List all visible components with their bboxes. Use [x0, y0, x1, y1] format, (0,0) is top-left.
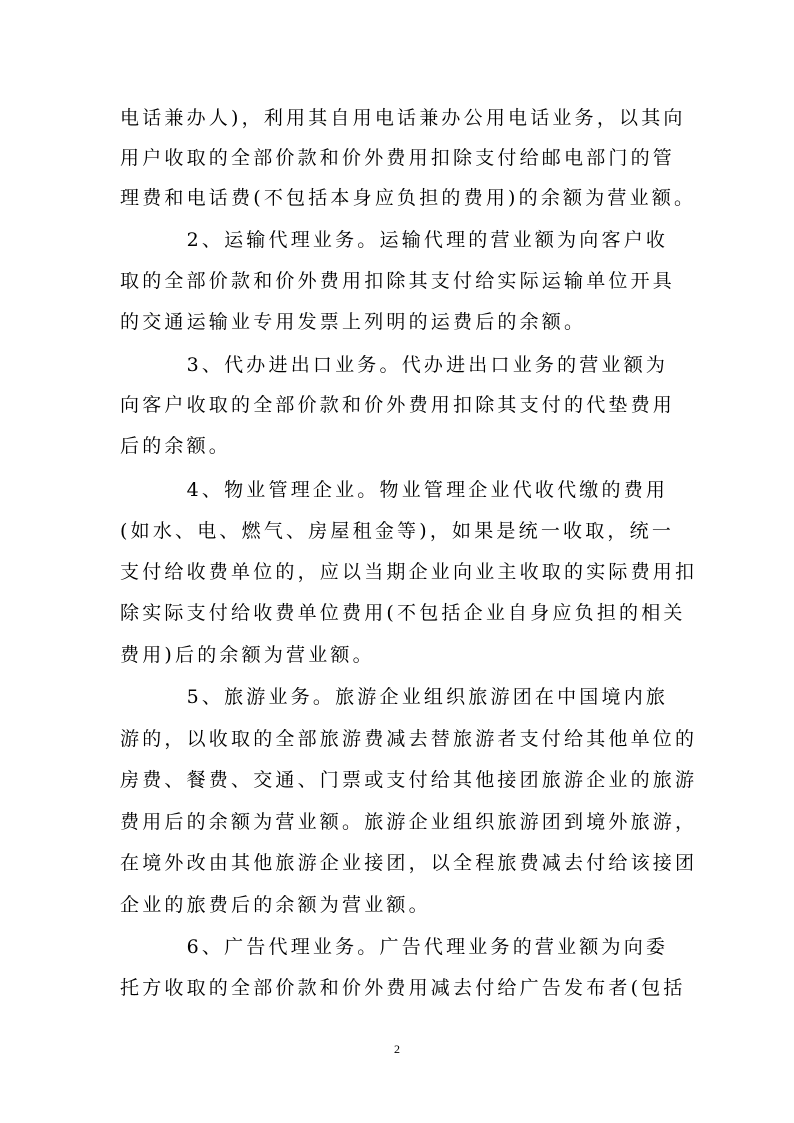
page-number: 2 — [394, 1042, 400, 1056]
text-line: 费用)后的余额为营业额。 — [120, 644, 375, 666]
text-line: 企业的旅费后的余额为营业额。 — [120, 894, 431, 916]
text-line: 5、旅游业务。旅游企业组织旅游团在中国境内旅 — [120, 686, 669, 708]
text-line: 后的余额。 — [120, 435, 232, 457]
text-line: 用户收取的全部价款和价外费用扣除支付给邮电部门的管 — [120, 147, 676, 169]
text-line: 理费和电话费(不包括本身应负担的费用)的余额为营业额。 — [120, 187, 697, 209]
text-line: 2、运输代理业务。运输代理的营业额为向客户收 — [120, 229, 669, 251]
text-line: 支付给收费单位的，应以当期企业向业主收取的实际费用扣 — [120, 561, 698, 583]
text-line: 4、物业管理企业。物业管理企业代收代缴的费用 — [120, 479, 669, 501]
text-line: 费用后的余额为营业额。旅游企业组织旅游团到境外旅游， — [120, 811, 698, 833]
text-line: 除实际支付给收费单位费用(不包括企业自身应负担的相关 — [120, 602, 686, 624]
text-line: 的交通运输业专用发票上列明的运费后的余额。 — [120, 311, 587, 333]
text-line: 向客户收取的全部价款和价外费用扣除其支付的代垫费用 — [120, 394, 676, 416]
text-line: 托方收取的全部价款和价外费用减去付给广告发布者(包括 — [120, 977, 686, 999]
text-line: 6、广告代理业务。广告代理业务的营业额为向委 — [120, 936, 669, 958]
text-line: 在境外改由其他旅游企业接团，以全程旅费减去付给该接团 — [120, 852, 698, 874]
text-line: 电话兼办人)，利用其自用电话兼办公用电话业务，以其向 — [120, 107, 686, 129]
text-line: 房费、餐费、交通、门票或支付给其他接团旅游企业的旅游 — [120, 769, 698, 791]
text-line: 3、代办进出口业务。代办进出口业务的营业额为 — [120, 354, 669, 376]
text-line: 游的，以收取的全部旅游费减去替旅游者支付给其他单位的 — [120, 728, 698, 750]
text-line: (如水、电、燃气、房屋租金等)，如果是统一收取，统一 — [120, 520, 675, 542]
text-line: 取的全部价款和价外费用扣除其支付给实际运输单位开具 — [120, 270, 676, 292]
